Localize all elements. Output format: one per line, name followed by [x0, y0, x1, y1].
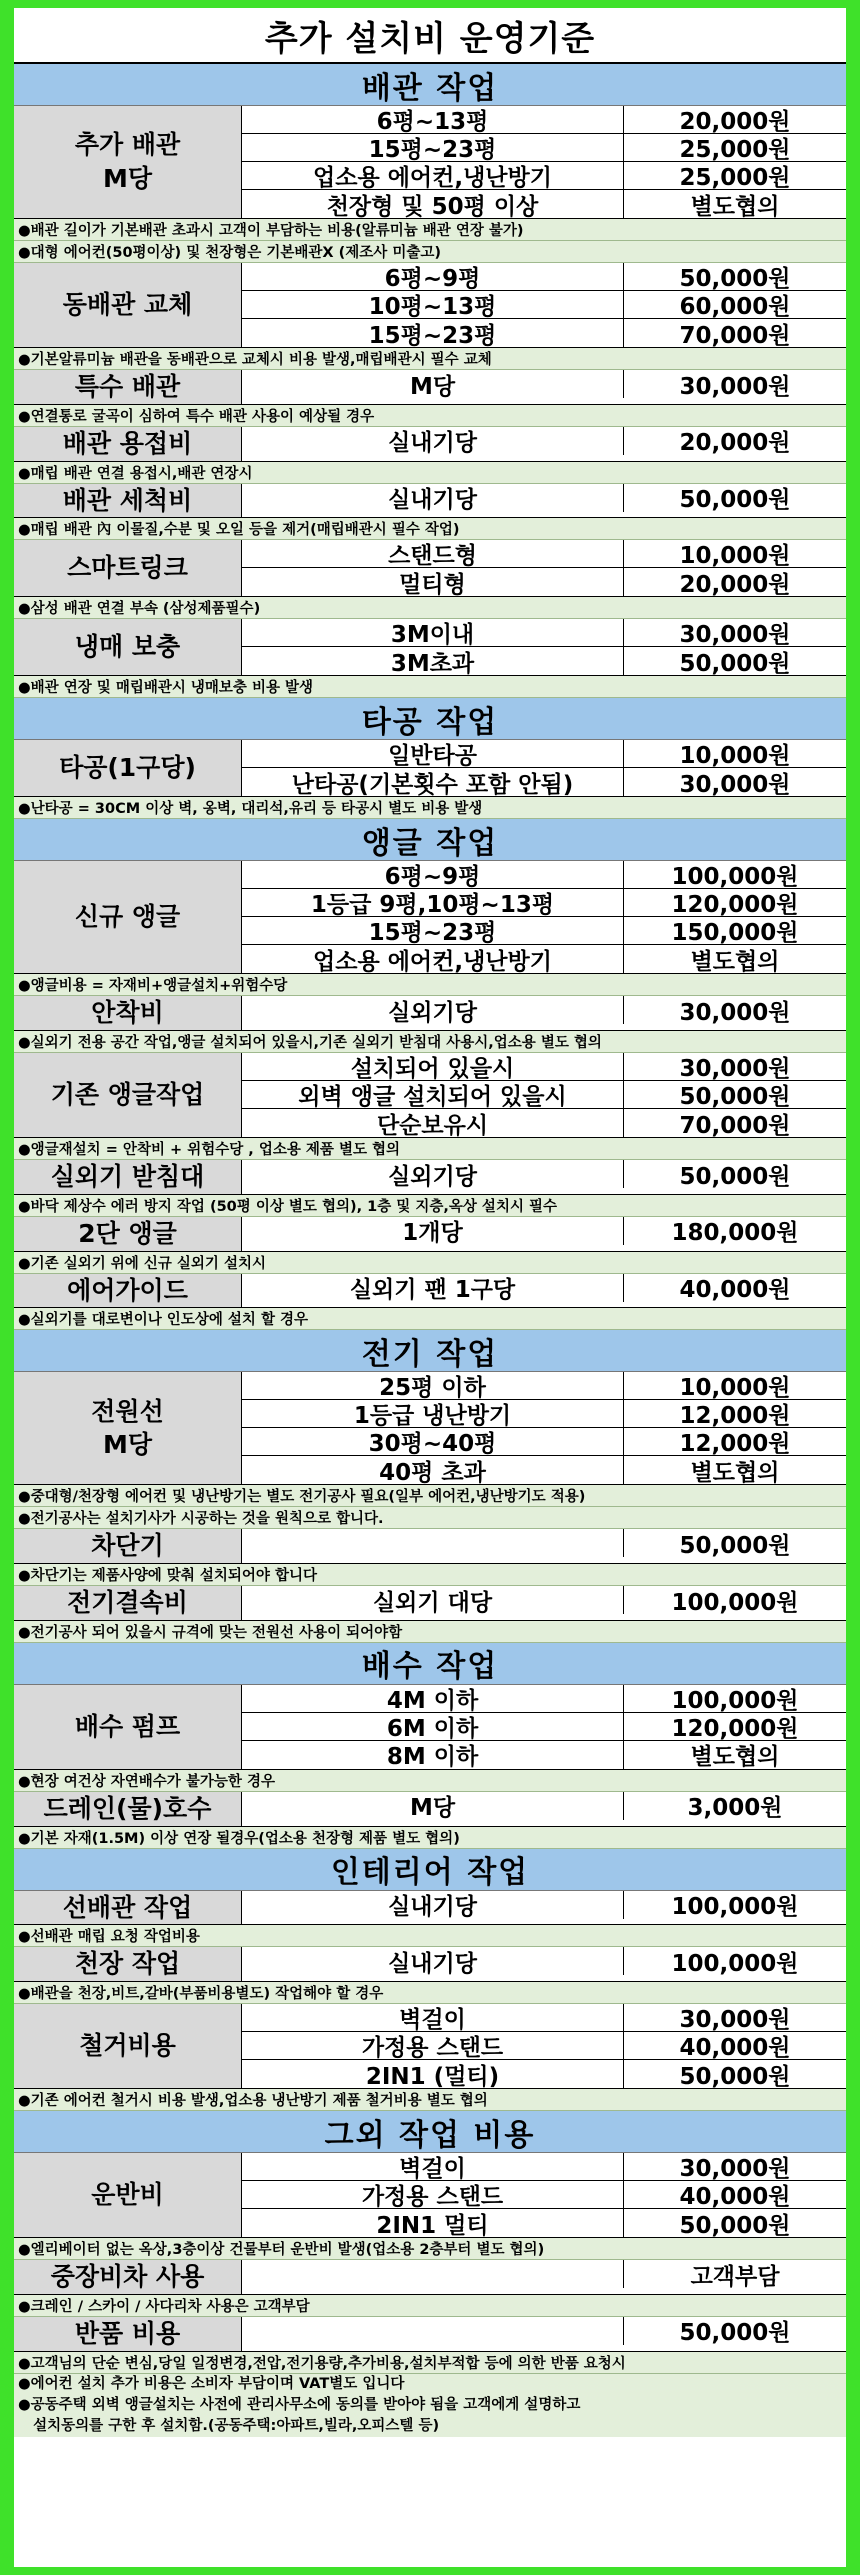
fee-row	[242, 319, 846, 347]
fee-group	[14, 619, 846, 676]
fee-row	[242, 647, 846, 675]
group-rows	[242, 1891, 846, 1925]
item-price: 3,000원	[687, 1795, 783, 1822]
item-description: 6평~9평	[242, 861, 624, 888]
group-label	[14, 427, 242, 461]
item-description: 실외기 대당	[242, 1586, 624, 1614]
note-text: ●기존 에어컨 철거시 비용 발생,업소용 냉난방기 제품 철거비용 별도 협의	[14, 2089, 846, 2111]
fee-row	[242, 2260, 846, 2288]
item-price: 별도협의	[690, 1459, 780, 1486]
fee-group	[14, 106, 846, 219]
fee-row	[242, 291, 846, 319]
item-description: 2IN1 (멀티)	[242, 2060, 624, 2088]
group-label-line: 스마트링크	[67, 553, 188, 583]
item-price: 12,000원	[679, 1431, 791, 1458]
fee-row	[242, 2181, 846, 2209]
fee-row	[242, 162, 846, 190]
group-label	[14, 861, 242, 973]
fee-row	[242, 1053, 846, 1081]
item-price: 100,000원	[671, 1950, 799, 1977]
fee-row	[242, 1081, 846, 1109]
item-description: 실내기당	[242, 484, 624, 512]
group-label	[14, 1053, 242, 1137]
item-price: 30,000원	[679, 2007, 791, 2033]
fee-row	[242, 1685, 846, 1713]
fee-row	[242, 619, 846, 647]
item-price: 100,000원	[671, 1894, 799, 1920]
note-text: ●매립 배관 연결 용접시,배관 연장시	[14, 462, 846, 484]
item-price: 100,000원	[671, 1687, 799, 1714]
group-label-line: 차단기	[91, 1531, 164, 1561]
fee-row	[242, 861, 846, 889]
item-description: 10평~13평	[242, 291, 624, 318]
group-label	[14, 1372, 242, 1484]
item-description: 단순보유시	[242, 1109, 624, 1137]
note-text: ●엘리베이터 없는 옥상,3층이상 건물부터 운반비 발생(업소용 2층부터 별도 협의)	[14, 2238, 846, 2260]
item-price: 25,000원	[679, 165, 791, 191]
fee-row	[242, 740, 846, 768]
fee-row	[242, 889, 846, 917]
fee-group	[14, 427, 846, 462]
group-rows	[242, 1529, 846, 1563]
fee-group	[14, 1053, 846, 1138]
fee-table	[14, 64, 846, 2437]
group-rows	[242, 1586, 846, 1620]
fee-group	[14, 1891, 846, 1926]
fee-row	[242, 2317, 846, 2345]
note-text: ●바닥 제상수 에러 방지 작업 (50평 이상 별도 협의), 1층 및 지층,옥상 설치시 필수	[14, 1195, 846, 1217]
group-rows	[242, 1372, 846, 1484]
group-rows	[242, 1792, 846, 1826]
item-description: 천장형 및 50평 이상	[242, 190, 624, 218]
group-rows	[242, 861, 846, 973]
item-description: 가정용 스탠드	[242, 2181, 624, 2208]
item-price: 10,000원	[679, 1375, 791, 1402]
item-description: 실내기당	[242, 1891, 624, 1919]
group-label-line: 철거비용	[79, 2031, 176, 2061]
fee-group	[14, 2004, 846, 2089]
item-description: 실외기 팬 1구당	[242, 1274, 624, 1302]
note-text: ●전기공사는 설치기사가 시공하는 것을 원칙으로 합니다.	[14, 1507, 846, 1529]
item-price: 20,000원	[679, 571, 791, 598]
fee-row	[242, 263, 846, 291]
item-description: 15평~23평	[242, 134, 624, 161]
item-description: 15평~23평	[242, 917, 624, 944]
fee-group	[14, 2153, 846, 2238]
fee-group	[14, 484, 846, 519]
footer-note-line: 설치동의를 구한 후 설치함.(공동주택:아파트,빌라,오피스텔 등)	[18, 2417, 440, 2434]
group-label-line: 반품 비용	[74, 2318, 181, 2348]
group-label-line: 전원선	[91, 1396, 164, 1426]
item-price: 50,000원	[679, 2063, 791, 2090]
group-label	[14, 1160, 242, 1194]
item-description: 6M 이하	[242, 1713, 624, 1740]
footer-note-line: ●공동주택 외벽 앵글설치는 사전에 관리사무소에 동의를 받아야 됨을 고객에게 설명하고	[18, 2396, 581, 2413]
fee-row	[242, 1792, 846, 1820]
group-label-line: 선배관 작업	[62, 1892, 193, 1922]
item-description: 벽걸이	[242, 2153, 624, 2180]
note-text: ●대형 에어컨(50평이상) 및 천장형은 기본배관X (제조사 미출고)	[14, 241, 846, 263]
section-header: 그외 작업 비용	[14, 2111, 846, 2153]
group-rows	[242, 1217, 846, 1251]
group-label	[14, 2260, 242, 2294]
group-label-line: 특수 배관	[74, 372, 181, 401]
group-label	[14, 1529, 242, 1563]
item-description: 6평~9평	[242, 263, 624, 290]
fee-row	[242, 2032, 846, 2060]
item-description: 15평~23평	[242, 319, 624, 347]
fee-row	[242, 370, 846, 398]
item-price: 100,000원	[671, 1589, 799, 1616]
item-description: 실내기당	[242, 1947, 624, 1975]
section-header: 배수 작업	[14, 1643, 846, 1685]
group-rows	[242, 106, 846, 218]
group-label	[14, 1217, 242, 1251]
note-text: ●크레인 / 스카이 / 사다리차 사용은 고객부담	[14, 2295, 846, 2317]
item-price: 70,000원	[679, 322, 791, 349]
fee-row	[242, 1274, 846, 1302]
group-rows	[242, 2260, 846, 2294]
item-description: 25평 이하	[242, 1372, 624, 1399]
fee-row	[242, 427, 846, 455]
item-description: 실내기당	[242, 427, 624, 455]
fee-row	[242, 568, 846, 596]
group-label	[14, 1891, 242, 1925]
item-description: 1등급 냉난방기	[242, 1400, 624, 1427]
item-price: 30,000원	[679, 622, 791, 649]
fee-row	[242, 190, 846, 218]
group-rows	[242, 740, 846, 796]
item-price: 50,000원	[679, 487, 791, 513]
fee-row	[242, 2209, 846, 2237]
item-description: 외벽 앵글 설치되어 있을시	[242, 1081, 624, 1108]
group-label	[14, 2004, 242, 2088]
group-rows	[242, 2317, 846, 2351]
footer-notes	[14, 2374, 846, 2437]
group-rows	[242, 619, 846, 675]
item-description: 멀티형	[242, 568, 624, 596]
note-text: ●차단기는 제품사양에 맞춰 설치되어야 합니다	[14, 1564, 846, 1586]
item-price: 50,000원	[679, 2212, 791, 2239]
note-text: ●기본 자재(1.5M) 이상 연장 될경우(업소용 천장형 제품 별도 협의)	[14, 1827, 846, 1849]
section-header: 전기 작업	[14, 1330, 846, 1372]
group-label-line: 배수 펌프	[74, 1711, 181, 1741]
item-price: 별도협의	[690, 193, 780, 220]
group-label-line: 동배관 교체	[62, 290, 193, 320]
fee-row	[242, 2004, 846, 2032]
item-description: 설치되어 있을시	[242, 1053, 624, 1080]
item-price: 60,000원	[679, 294, 791, 320]
fee-row	[242, 2060, 846, 2088]
fee-row	[242, 1586, 846, 1614]
item-price: 50,000원	[679, 650, 791, 677]
group-rows	[242, 263, 846, 347]
note-text: ●배관 연장 및 매립배관시 냉매보충 비용 발생	[14, 676, 846, 698]
item-price: 120,000원	[671, 892, 799, 919]
item-description: 1개당	[242, 1217, 624, 1245]
fee-row	[242, 484, 846, 512]
group-label-line: 운반비	[91, 2180, 164, 2210]
group-label	[14, 1792, 242, 1826]
fee-row	[242, 1160, 846, 1188]
item-description: 6평~13평	[242, 106, 624, 133]
group-label	[14, 1274, 242, 1308]
fee-row	[242, 540, 846, 568]
item-price: 20,000원	[679, 430, 791, 457]
fee-group	[14, 540, 846, 597]
item-description	[242, 1529, 624, 1557]
group-label-line: 배관 세척비	[62, 485, 193, 515]
note-text: ●중대형/천장형 에어컨 및 냉난방기는 별도 전기공사 필요(일부 에어컨,냉난방기도 적용)	[14, 1485, 846, 1507]
fee-row	[242, 1456, 846, 1484]
item-description: M당	[242, 1792, 624, 1820]
note-text: ●연결통로 굴곡이 심하여 특수 배관 사용이 예상될 경우	[14, 405, 846, 427]
group-label-line: 중장비차 사용	[50, 2262, 205, 2291]
group-rows	[242, 2153, 846, 2237]
group-rows	[242, 1685, 846, 1769]
group-label-line: 드레인(물)호수	[43, 1793, 212, 1823]
item-description: 난타공(기본횟수 포함 안됨)	[242, 768, 624, 796]
fee-row	[242, 106, 846, 134]
fee-row	[242, 1529, 846, 1557]
note-text: ●전기공사 되어 있을시 규격에 맞는 전원선 사용이 되어야함	[14, 1621, 846, 1643]
item-price: 30,000원	[679, 1056, 791, 1082]
note-text: ●삼성 배관 연결 부속 (삼성제품필수)	[14, 597, 846, 619]
fee-group	[14, 1274, 846, 1309]
fee-row	[242, 1372, 846, 1400]
item-price: 30,000원	[679, 2156, 791, 2182]
fee-row	[242, 2153, 846, 2181]
fee-group	[14, 2317, 846, 2352]
fee-row	[242, 768, 846, 796]
fee-row	[242, 996, 846, 1024]
fee-group	[14, 1792, 846, 1827]
page-title: 추가 설치비 운영기준	[14, 8, 846, 64]
group-label-line: M당	[102, 1430, 153, 1460]
note-text: ●기본알류미늄 배관을 동배관으로 교체시 비용 발생,매립배관시 필수 교체	[14, 348, 846, 370]
item-price: 40,000원	[679, 2035, 791, 2061]
group-label-line: 2단 앵글	[78, 1218, 177, 1248]
group-label-line: 실외기 받침대	[50, 1162, 205, 1191]
group-label	[14, 1685, 242, 1769]
item-price: 30,000원	[679, 771, 791, 798]
item-description	[242, 2260, 624, 2288]
item-price: 100,000원	[671, 864, 799, 891]
note-text: ●고객님의 단순 변심,당일 일정변경,전압,전기용량,추가비용,설치부적합 등에 의한 반품 요청시	[14, 2352, 846, 2374]
note-text: ●배관을 천장,비트,갈바(부품비용별도) 작업해야 할 경우	[14, 1982, 846, 2004]
group-rows	[242, 1274, 846, 1308]
fee-group	[14, 861, 846, 974]
group-label-line: 추가 배관	[74, 130, 181, 160]
group-label-line: 배관 용접비	[62, 428, 193, 458]
item-price: 고객부담	[690, 2263, 780, 2290]
fee-group	[14, 1586, 846, 1621]
section-header: 타공 작업	[14, 698, 846, 740]
fee-group	[14, 370, 846, 405]
fee-row	[242, 945, 846, 973]
group-label-line: 전기결속비	[67, 1588, 188, 1617]
group-label	[14, 996, 242, 1030]
note-text: ●선배관 매립 요청 작업비용	[14, 1925, 846, 1947]
fee-row	[242, 1713, 846, 1741]
item-price: 10,000원	[679, 743, 791, 770]
item-price: 40,000원	[679, 1277, 791, 1303]
fee-group	[14, 1529, 846, 1564]
group-rows	[242, 370, 846, 404]
item-description: 실외기당	[242, 996, 624, 1024]
item-price: 30,000원	[679, 373, 791, 400]
group-rows	[242, 1053, 846, 1137]
group-label-line: 천장 작업	[74, 1949, 181, 1979]
group-rows	[242, 996, 846, 1030]
fee-group	[14, 740, 846, 797]
item-price: 40,000원	[679, 2184, 791, 2210]
group-rows	[242, 427, 846, 461]
fee-row	[242, 1217, 846, 1245]
note-text: ●실외기를 대로변이나 인도상에 설치 할 경우	[14, 1308, 846, 1330]
note-text: ●실외기 전용 공간 작업,앵글 설치되어 있을시,기존 실외기 받침대 사용시,업소용 별도 협의	[14, 1031, 846, 1053]
fee-group	[14, 996, 846, 1031]
fee-row	[242, 1109, 846, 1137]
group-label	[14, 1947, 242, 1981]
item-description: M당	[242, 370, 624, 398]
note-text: ●현장 여건상 자연배수가 불가능한 경우	[14, 1770, 846, 1792]
group-label	[14, 619, 242, 675]
item-price: 50,000원	[679, 266, 791, 292]
fee-row	[242, 1400, 846, 1428]
section-header: 배관 작업	[14, 64, 846, 106]
group-label	[14, 2153, 242, 2237]
item-price: 120,000원	[671, 1715, 799, 1742]
group-rows	[242, 1160, 846, 1194]
fee-group	[14, 2260, 846, 2295]
item-description: 4M 이하	[242, 1685, 624, 1712]
item-price: 50,000원	[679, 1163, 791, 1190]
item-description: 40평 초과	[242, 1456, 624, 1484]
item-description: 30평~40평	[242, 1428, 624, 1455]
item-price: 별도협의	[690, 1744, 780, 1771]
item-description: 실외기당	[242, 1160, 624, 1188]
item-description: 업소용 에어컨,냉난방기	[242, 945, 624, 973]
fee-group	[14, 1160, 846, 1195]
note-text: ●앵글재설치 = 안착비 + 위험수당 , 업소용 제품 별도 협의	[14, 1138, 846, 1160]
fee-row	[242, 134, 846, 162]
group-rows	[242, 540, 846, 596]
note-text: ●앵글비용 = 자재비+앵글설치+위험수당	[14, 974, 846, 996]
note-text: ●매립 배관 內 이물질,수분 및 오일 등을 제거(매립배관시 필수 작업)	[14, 518, 846, 540]
note-text: ●기존 실외기 위에 신규 실외기 설치시	[14, 1252, 846, 1274]
group-label-line: 타공(1구당)	[59, 753, 196, 783]
item-description: 1등급 9평,10평~13평	[242, 889, 624, 916]
item-price: 150,000원	[671, 920, 799, 947]
item-price: 10,000원	[679, 543, 791, 570]
group-label-line: 기존 앵글작업	[50, 1080, 205, 1110]
group-label-line: 안착비	[91, 998, 164, 1028]
fee-group	[14, 1947, 846, 1982]
group-label	[14, 1586, 242, 1620]
item-price: 12,000원	[679, 1403, 791, 1430]
fee-group	[14, 1217, 846, 1252]
item-price: 30,000원	[679, 999, 791, 1026]
group-label	[14, 740, 242, 796]
group-rows	[242, 2004, 846, 2088]
item-price: 25,000원	[679, 137, 791, 163]
group-label-line: M당	[102, 164, 153, 193]
item-price: 180,000원	[671, 1220, 799, 1247]
note-text: ●난타공 = 30CM 이상 벽, 옹벽, 대리석,유리 등 타공시 별도 비용 발생	[14, 797, 846, 819]
group-label	[14, 370, 242, 404]
fee-row	[242, 1741, 846, 1769]
item-price: 50,000원	[679, 2320, 791, 2347]
item-description: 가정용 스탠드	[242, 2032, 624, 2059]
section-header: 앵글 작업	[14, 819, 846, 861]
item-price: 70,000원	[679, 1112, 791, 1139]
item-description	[242, 2317, 624, 2345]
fee-group	[14, 1372, 846, 1485]
section-header: 인테리어 작업	[14, 1849, 846, 1891]
item-price: 50,000원	[679, 1532, 791, 1559]
item-price: 20,000원	[679, 109, 791, 135]
fee-sheet	[14, 8, 846, 2567]
fee-row	[242, 917, 846, 945]
group-label-line: 에어가이드	[67, 1275, 188, 1305]
group-label-line: 냉매 보충	[74, 632, 181, 662]
item-description: 3M이내	[242, 619, 624, 646]
item-price: 50,000원	[679, 1084, 791, 1110]
group-rows	[242, 484, 846, 518]
group-label	[14, 2317, 242, 2351]
group-label	[14, 263, 242, 347]
fee-row	[242, 1947, 846, 1975]
item-description: 2IN1 멀티	[242, 2209, 624, 2237]
item-description: 벽걸이	[242, 2004, 624, 2031]
item-description: 업소용 에어컨,냉난방기	[242, 162, 624, 189]
footer-note-line: ●에어컨 설치 추가 비용은 소비자 부담이며 VAT별도 입니다	[18, 2375, 405, 2392]
item-description: 8M 이하	[242, 1741, 624, 1769]
group-label	[14, 484, 242, 518]
item-description: 일반타공	[242, 740, 624, 767]
fee-row	[242, 1428, 846, 1456]
fee-row	[242, 1891, 846, 1919]
group-rows	[242, 1947, 846, 1981]
item-description: 스탠드형	[242, 540, 624, 567]
group-label	[14, 540, 242, 596]
fee-group	[14, 263, 846, 348]
note-text: ●배관 길이가 기본배관 초과시 고객이 부담하는 비용(알류미늄 배관 연장 불가)	[14, 219, 846, 241]
item-price: 별도협의	[690, 948, 780, 975]
fee-group	[14, 1685, 846, 1770]
item-description: 3M초과	[242, 647, 624, 675]
group-label	[14, 106, 242, 218]
group-label-line: 신규 앵글	[74, 902, 181, 932]
